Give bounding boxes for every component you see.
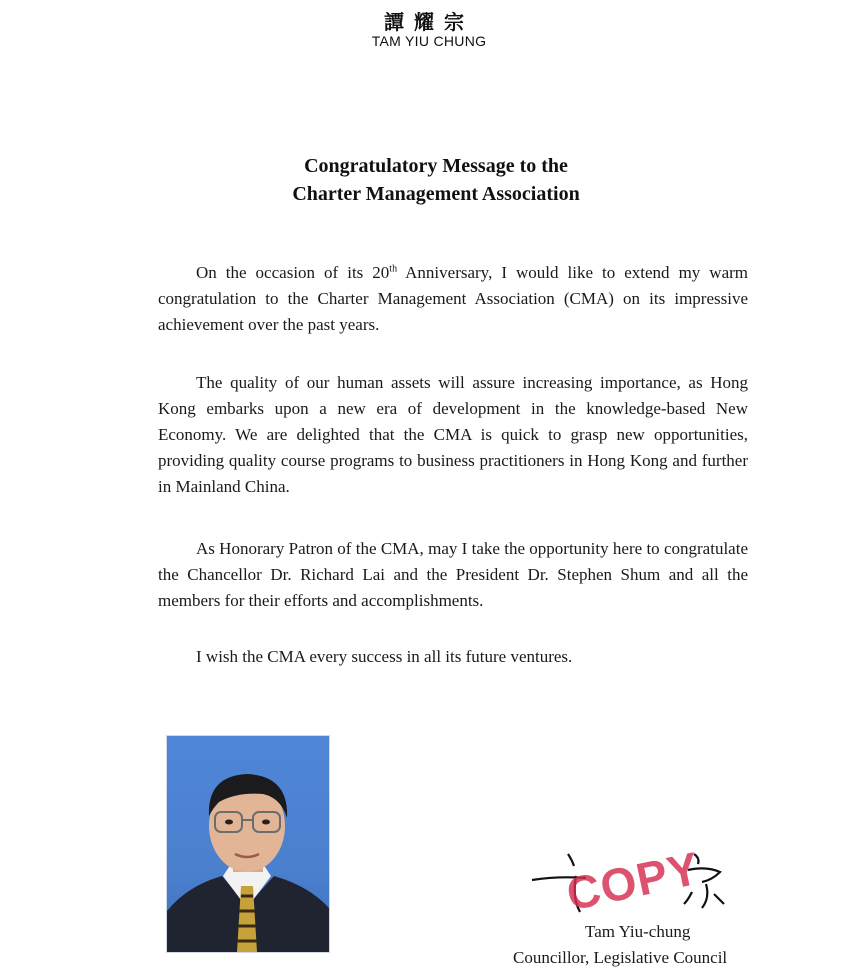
portrait-illustration bbox=[167, 736, 329, 952]
paragraph-1-rest: Anniversary, I would like to extend my warm congratulation to the Charter Management Association (CMA) on its impressive achievement over the past years. bbox=[158, 263, 749, 334]
ordinal-superscript: th bbox=[389, 263, 398, 275]
signatory-name: Tam Yiu-chung bbox=[585, 922, 691, 941]
title-line-1: Congratulatory Message to the bbox=[304, 155, 568, 177]
paragraph-human-assets: The quality of our human assets will assure increasing importance, as Hong Kong embarks upon a new era of development in the knowledge-based New Economy. We are delighted that the CMA is quick to grasp new opportunities, providing quality course programs to business practitioners in Hong Kong and further in Mainland China. bbox=[158, 373, 748, 496]
portrait-photo bbox=[166, 735, 330, 953]
letterhead-english-name: TAM YIU CHUNG bbox=[371, 33, 487, 49]
paragraph-wishes: I wish the CMA every success in all its future ventures. bbox=[196, 647, 573, 666]
letterhead-chinese-name: 譚耀宗 bbox=[384, 10, 474, 34]
paragraph-anniversary bbox=[158, 260, 748, 338]
copy-stamp: COPY bbox=[562, 841, 705, 921]
paragraph-1-start: On the occasion of its 20 bbox=[196, 263, 390, 282]
title-line-2: Charter Management Association bbox=[292, 183, 580, 205]
signatory-title: Councillor, Legislative Council bbox=[513, 948, 728, 967]
paragraph-honorary-patron: As Honorary Patron of the CMA, may I take the opportunity here to congratulate the Chancellor Dr. Richard Lai and the President Dr. Stephen Shum and all the members for their efforts and accomplishments. bbox=[158, 539, 748, 610]
page-title bbox=[0, 152, 858, 208]
